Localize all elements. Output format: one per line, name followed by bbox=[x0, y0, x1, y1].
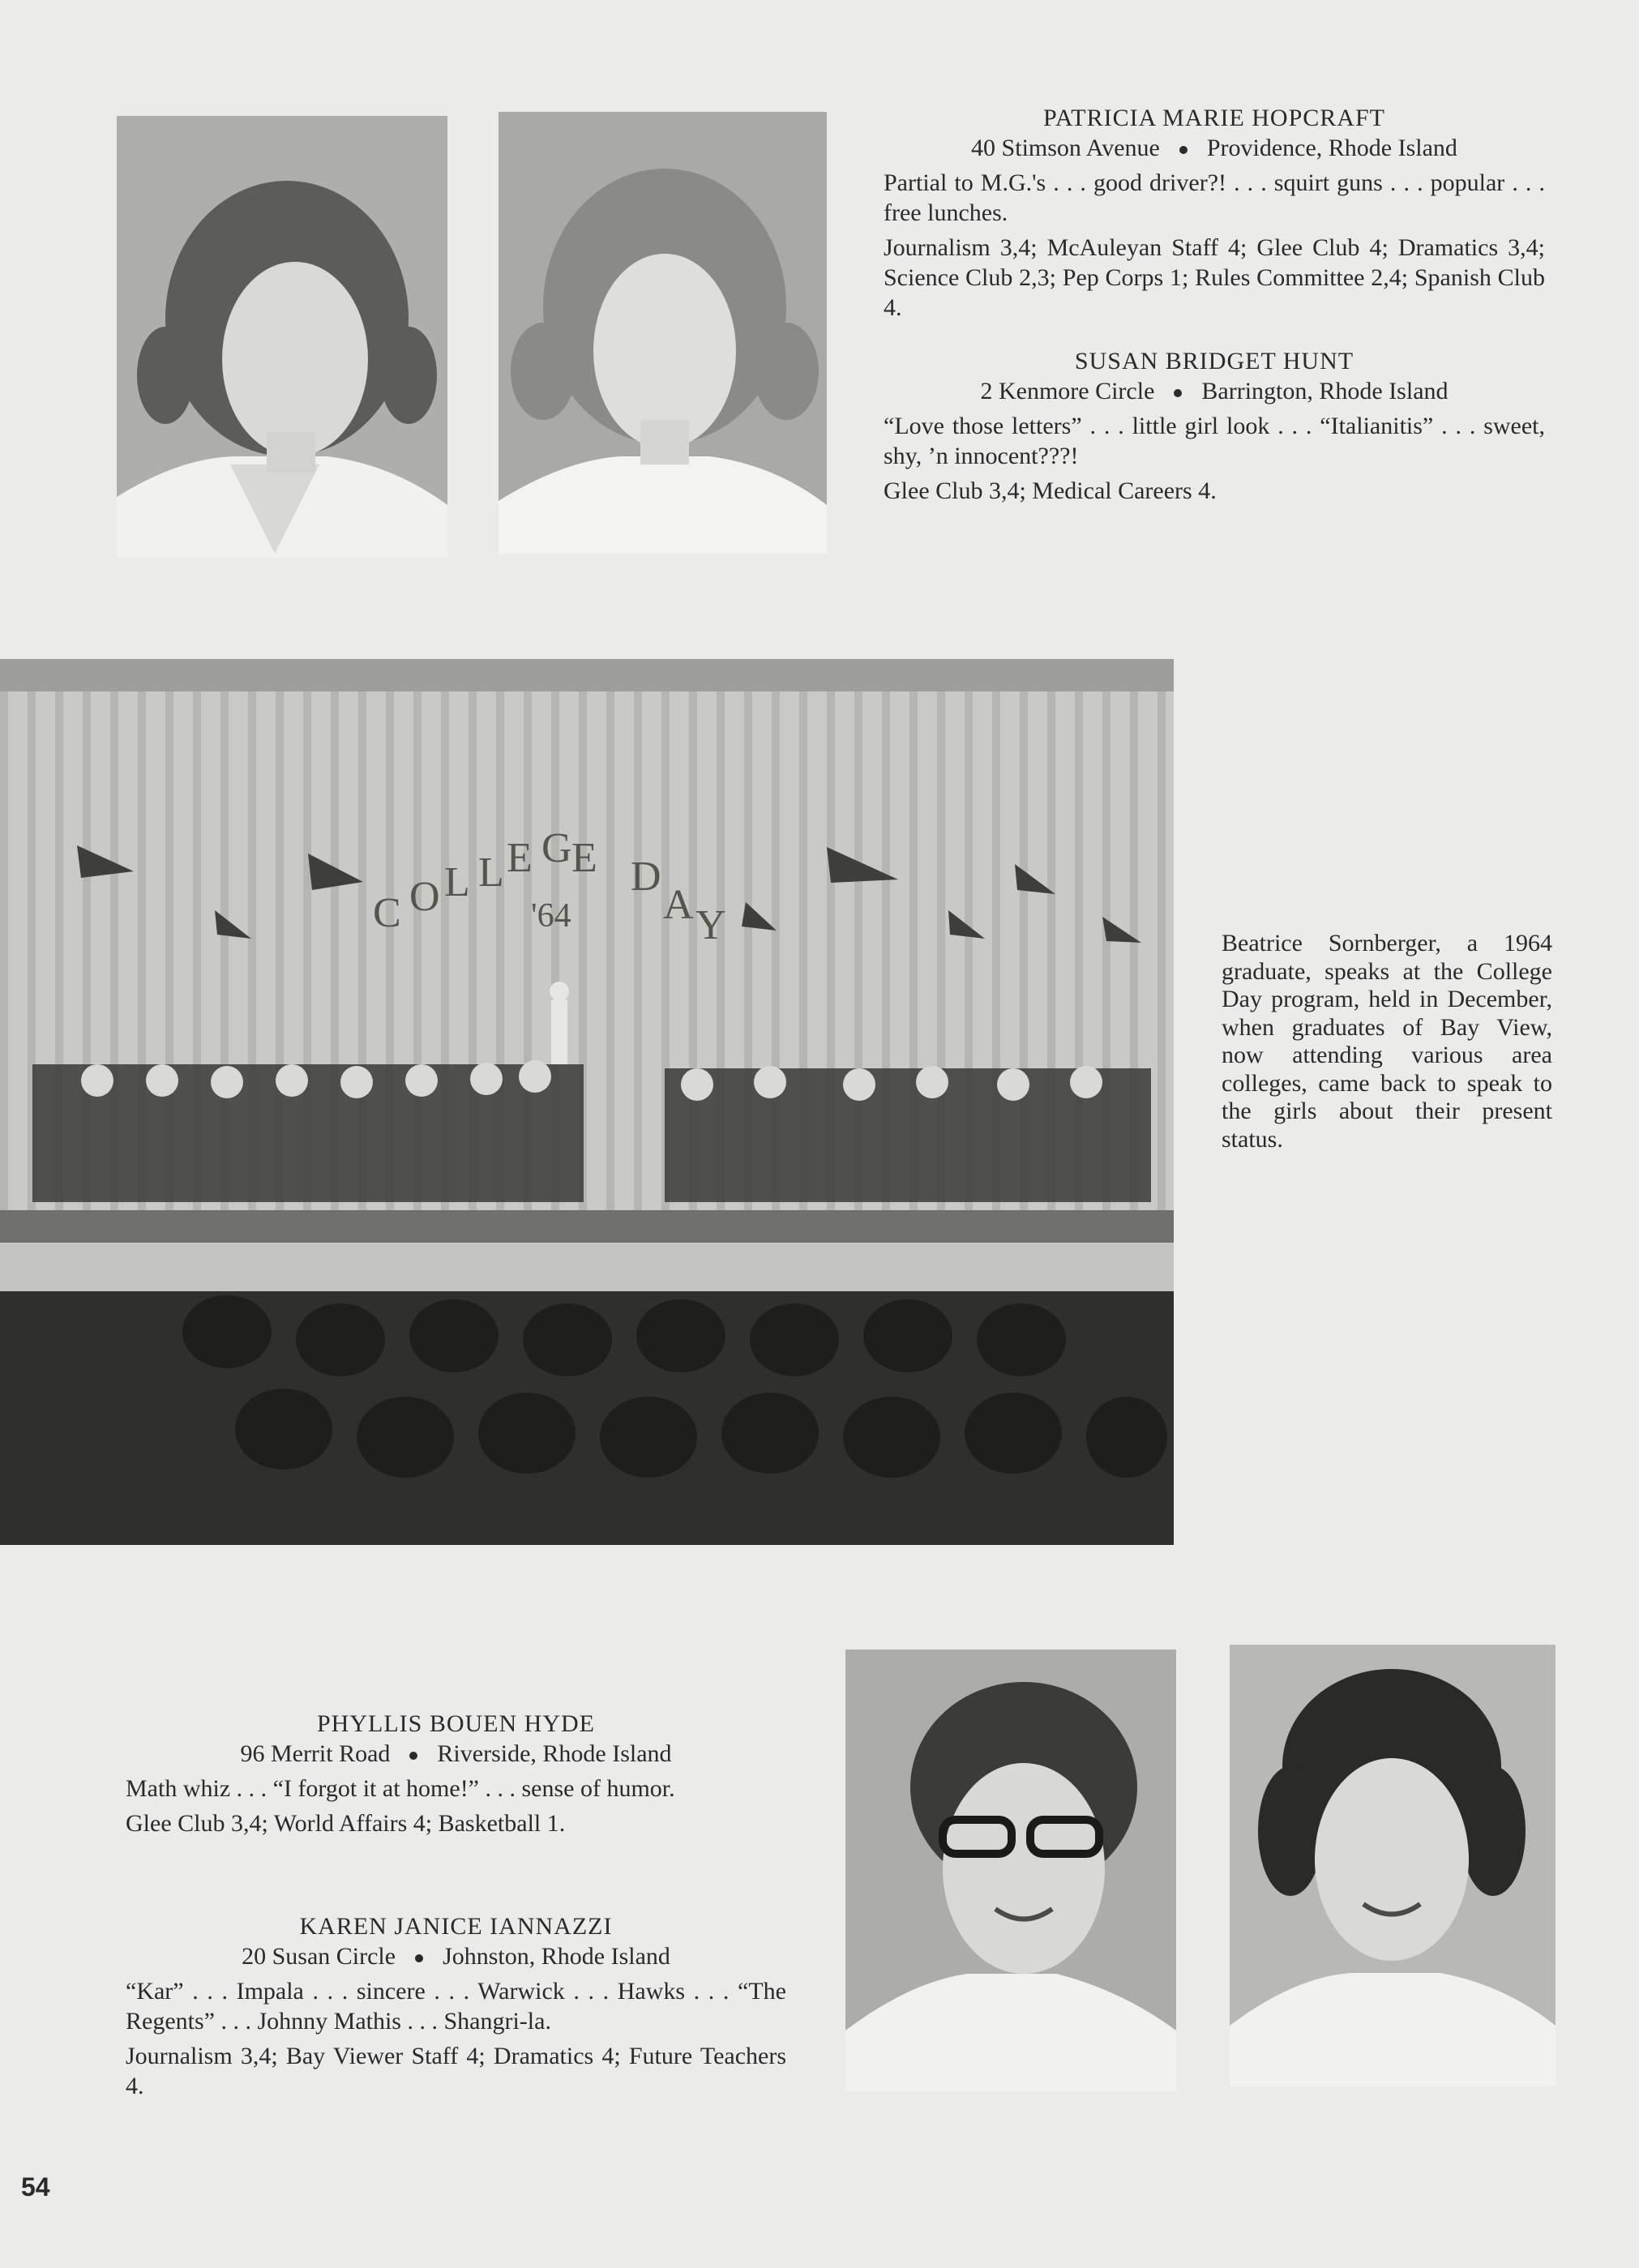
banner-letter: E bbox=[571, 835, 597, 881]
bullet-icon bbox=[1174, 389, 1182, 397]
portrait-hopcraft bbox=[117, 116, 447, 558]
street: 96 Merrit Road bbox=[240, 1740, 391, 1767]
bullet-icon bbox=[415, 1954, 423, 1962]
senior-name: KAREN JANICE IANNAZZI bbox=[299, 1913, 613, 1940]
banner-letter: L bbox=[444, 859, 470, 905]
senior-activities: Glee Club 3,4; Medical Careers 4. bbox=[884, 477, 1217, 504]
street: 40 Stimson Avenue bbox=[971, 135, 1160, 161]
street: 20 Susan Circle bbox=[242, 1943, 396, 1970]
city: Providence, Rhode Island bbox=[1206, 135, 1457, 161]
banner-letter: Y bbox=[695, 902, 726, 948]
college-day-stage-photo bbox=[0, 659, 1174, 1545]
banner-letter: G bbox=[541, 825, 572, 871]
senior-quip: Math whiz . . . “I forgot it at home!” . . . sense of humor. bbox=[126, 1775, 675, 1802]
senior-activities: Journalism 3,4; Bay Viewer Staff 4; Dramatics 4; Future Teachers 4. bbox=[126, 2043, 786, 2099]
senior-bio-hyde bbox=[126, 1709, 786, 1838]
banner-letter: O bbox=[409, 874, 440, 920]
senior-bio-hopcraft bbox=[884, 103, 1545, 323]
banner-letter: L bbox=[478, 849, 504, 896]
senior-address bbox=[126, 1739, 786, 1769]
senior-address bbox=[884, 133, 1545, 163]
portrait-hyde bbox=[845, 1650, 1176, 2091]
city: Riverside, Rhode Island bbox=[437, 1740, 672, 1767]
portrait-iannazzi bbox=[1230, 1645, 1556, 2086]
portrait-hunt bbox=[499, 112, 827, 554]
photo-caption bbox=[1222, 930, 1552, 1153]
senior-bio-iannazzi bbox=[126, 1911, 786, 2101]
banner-year: '64 bbox=[531, 897, 571, 935]
banner-letter: D bbox=[631, 854, 661, 900]
senior-quip: “Kar” . . . Impala . . . sincere . . . Warwick . . . Hawks . . . “The Regents” . . . Johnny Mathis . . . Shangri-la. bbox=[126, 1978, 786, 2035]
caption-text: Beatrice Sornberger, a 1964 graduate, speaks at the College Day program, held in December, when graduates of Bay View, now attending various area colleges, came back to speak to the girls about their present status. bbox=[1222, 930, 1552, 1153]
senior-quip: Partial to M.G.'s . . . good driver?! . . . squirt guns . . . popular . . . free lunches. bbox=[884, 169, 1545, 226]
page-number: 54 bbox=[21, 2172, 50, 2202]
senior-name: SUSAN BRIDGET HUNT bbox=[1074, 348, 1354, 374]
bullet-icon bbox=[1179, 146, 1188, 154]
city: Johnston, Rhode Island bbox=[443, 1943, 670, 1970]
senior-name: PHYLLIS BOUEN HYDE bbox=[317, 1710, 595, 1737]
senior-address bbox=[126, 1941, 786, 1971]
street: 2 Kenmore Circle bbox=[980, 378, 1155, 404]
banner-letter: C bbox=[373, 890, 401, 936]
senior-quip: “Love those letters” . . . little girl look . . . “Italianitis” . . . sweet, shy, ’n innocent???! bbox=[884, 413, 1545, 469]
senior-activities: Glee Club 3,4; World Affairs 4; Basketball 1. bbox=[126, 1810, 566, 1837]
senior-address bbox=[884, 376, 1545, 406]
city: Barrington, Rhode Island bbox=[1201, 378, 1449, 404]
senior-activities: Journalism 3,4; McAuleyan Staff 4; Glee Club 4; Dramatics 3,4; Science Club 2,3; Pep Corps 1; Rules Committee 2,4; Spanish Club 4. bbox=[884, 234, 1545, 321]
senior-bio-hunt bbox=[884, 346, 1545, 506]
bullet-icon bbox=[409, 1752, 417, 1760]
senior-name: PATRICIA MARIE HOPCRAFT bbox=[1043, 105, 1385, 131]
banner-letter: E bbox=[507, 835, 533, 881]
banner-letter: A bbox=[663, 882, 694, 928]
